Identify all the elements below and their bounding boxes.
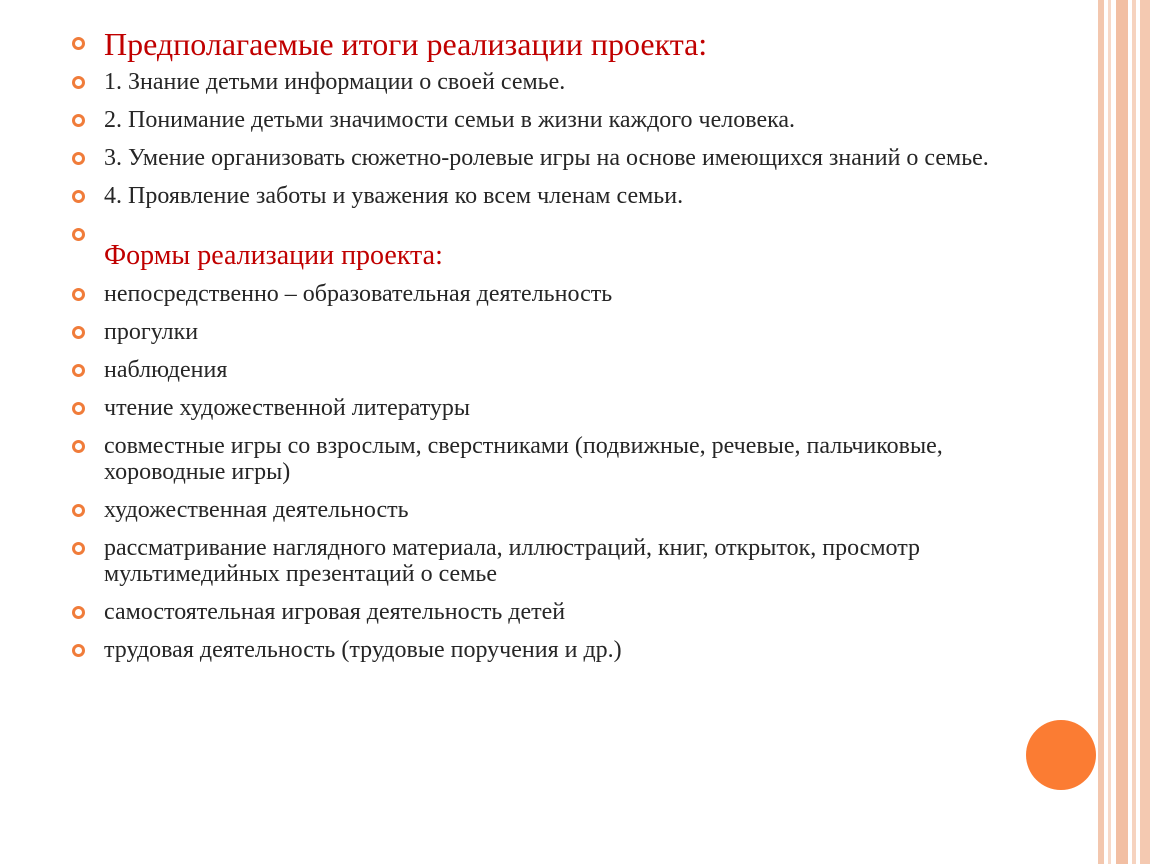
results-heading: Предполагаемые итоги реализации проекта: bbox=[104, 26, 708, 62]
result-item bbox=[70, 145, 1070, 171]
bullet-icon bbox=[72, 504, 85, 517]
bullet-icon bbox=[72, 440, 85, 453]
slide-content bbox=[70, 25, 1070, 675]
bullet-icon bbox=[72, 606, 85, 619]
stripe bbox=[1108, 0, 1111, 864]
decorative-circle bbox=[1026, 720, 1096, 790]
stripe bbox=[1116, 0, 1128, 864]
form-item bbox=[70, 497, 1070, 523]
bullet-icon bbox=[72, 76, 85, 89]
bullet-icon bbox=[72, 402, 85, 415]
form-item-text: чтение художественной литературы bbox=[104, 395, 471, 421]
stripe bbox=[1140, 0, 1150, 864]
form-item bbox=[70, 535, 1070, 587]
bullet-icon bbox=[72, 542, 85, 555]
form-item bbox=[70, 395, 1070, 421]
stripe bbox=[1098, 0, 1104, 864]
form-item-text: художественная деятельность bbox=[104, 497, 409, 523]
result-item bbox=[70, 69, 1070, 95]
result-item bbox=[70, 107, 1070, 133]
form-item bbox=[70, 319, 1070, 345]
bullet-icon bbox=[72, 114, 85, 127]
form-item-text: непосредственно – образовательная деятельность bbox=[104, 281, 613, 307]
bullet-icon bbox=[72, 326, 85, 339]
bullet-icon bbox=[72, 228, 85, 241]
form-item-text: трудовая деятельность (трудовые поручения и др.) bbox=[104, 637, 622, 663]
result-item-text: 4. Проявление заботы и уважения ко всем членам семьи. bbox=[104, 183, 684, 209]
form-item bbox=[70, 599, 1070, 625]
bullet-icon bbox=[72, 37, 85, 50]
results-heading-row bbox=[70, 25, 1070, 63]
empty-bullet-row bbox=[70, 221, 1070, 241]
result-item bbox=[70, 183, 1070, 209]
result-item-text: 3. Умение организовать сюжетно-ролевые игры на основе имеющихся знаний о семье. bbox=[104, 145, 989, 171]
result-item-text: 2. Понимание детьми значимости семьи в жизни каждого человека. bbox=[104, 107, 796, 133]
bullet-icon bbox=[72, 152, 85, 165]
form-item-text: совместные игры со взрослым, сверстниками (подвижные, речевые, пальчиковые, хороводные игры) bbox=[104, 433, 943, 485]
forms-heading: Формы реализации проекта: bbox=[104, 240, 443, 271]
bullet-icon bbox=[72, 190, 85, 203]
form-item bbox=[70, 281, 1070, 307]
form-item-text: наблюдения bbox=[104, 357, 228, 383]
form-item-text: самостоятельная игровая деятельность детей bbox=[104, 599, 566, 625]
bullet-icon bbox=[72, 644, 85, 657]
result-item-text: 1. Знание детьми информации о своей семье. bbox=[104, 69, 566, 95]
form-item bbox=[70, 433, 1070, 485]
stripe bbox=[1132, 0, 1136, 864]
bullet-icon bbox=[72, 364, 85, 377]
forms-heading-row bbox=[70, 241, 1070, 271]
form-item bbox=[70, 637, 1070, 663]
form-item-text: рассматривание наглядного материала, иллюстраций, книг, открыток, просмотр мультимедийных презентаций о семье bbox=[104, 535, 920, 587]
bullet-icon bbox=[72, 288, 85, 301]
form-item bbox=[70, 357, 1070, 383]
decorative-stripes bbox=[1098, 0, 1150, 864]
form-item-text: прогулки bbox=[104, 319, 199, 345]
